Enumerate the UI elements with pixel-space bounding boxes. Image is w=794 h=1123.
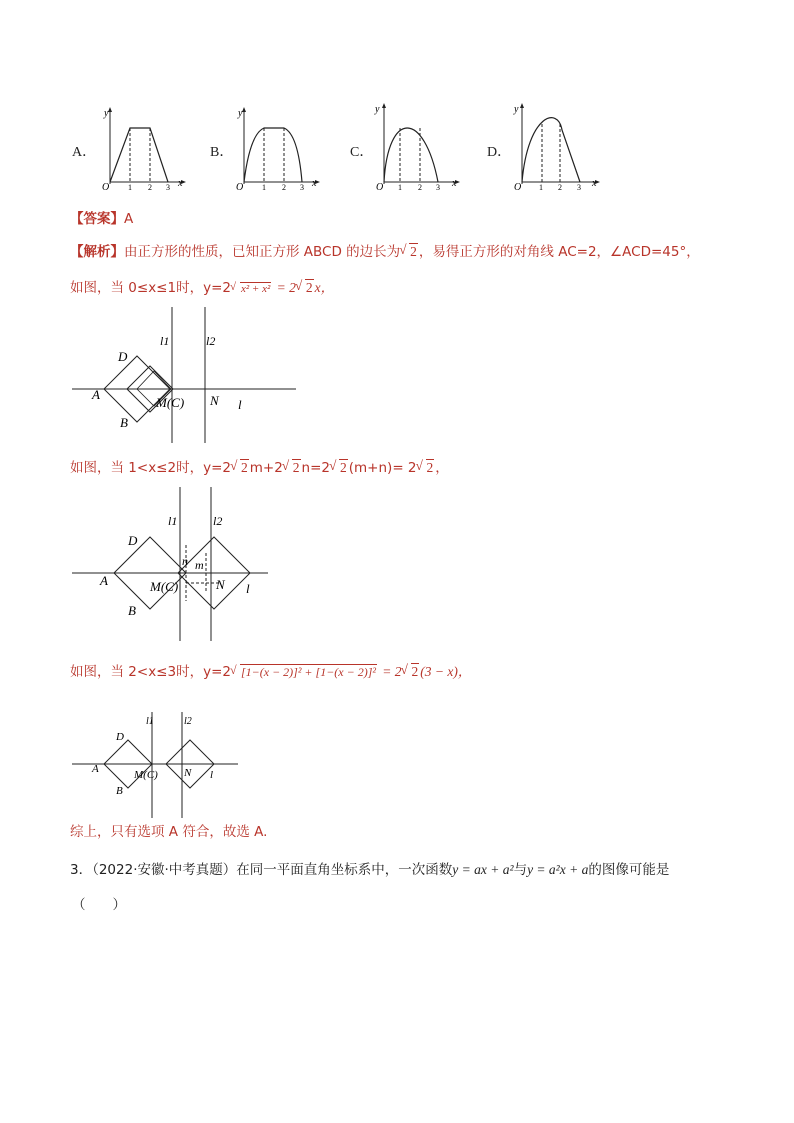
y-axis-label: y xyxy=(514,104,519,115)
tick-3: 3 xyxy=(300,183,304,190)
label-mc: M(C) xyxy=(150,579,179,594)
tick-2: 2 xyxy=(418,183,422,190)
question3-expr2: y = a²x + a xyxy=(527,862,589,877)
option-a-label: A． xyxy=(72,145,97,160)
option-b-graph xyxy=(232,104,322,190)
option-c-label: C． xyxy=(350,145,374,160)
label-l2: l2 xyxy=(184,716,192,727)
case2-mn: (m+n)= 2 xyxy=(348,460,417,476)
label-a: A xyxy=(100,573,108,588)
case2-line: 如图，当 1<x≤2时，y=2√ 2 m+2√ 2 n=2√ 2 (m+n)= 2√ 2 ， xyxy=(70,456,449,476)
label-l1: l1 xyxy=(168,514,178,528)
case3-prefix: 如图，当 2<x≤3时，y=2 xyxy=(70,664,231,680)
y-axis-label: y xyxy=(104,108,109,119)
case3-suffix: = 2 xyxy=(382,664,402,679)
tick-3: 3 xyxy=(577,183,581,190)
option-d-graph xyxy=(510,100,602,190)
x-axis-label: x xyxy=(178,178,183,189)
option-d-label: D． xyxy=(487,145,512,160)
option-b-label: B． xyxy=(210,145,234,160)
case2-end: ， xyxy=(435,460,449,476)
answer-value: A xyxy=(124,211,134,227)
curve-b xyxy=(244,128,302,182)
label-n-small: n xyxy=(182,554,188,568)
case3-radicand: [1−(x − 2)]² + [1−(x − 2)]² xyxy=(240,665,376,679)
curve-c xyxy=(384,128,438,182)
label-b: B xyxy=(120,415,128,430)
label-mc: M(C) xyxy=(156,395,185,410)
label-a: A xyxy=(92,387,100,402)
case1-line: 如图，当 0≤x≤1时，y=2√ x² + x² = 2√ 2 x， xyxy=(70,276,334,296)
curve-a xyxy=(110,128,168,182)
x-axis-label: x xyxy=(592,178,597,189)
label-l1: l1 xyxy=(160,334,170,348)
label-l: l xyxy=(238,397,242,412)
origin-label: O xyxy=(236,182,244,190)
label-l: l xyxy=(246,581,250,596)
tick-3: 3 xyxy=(166,183,170,190)
case1-radicand: x² + x² xyxy=(240,283,271,295)
case2-n: n=2 xyxy=(301,460,331,476)
conclusion-line: 综上，只有选项 A 符合，故选 A. xyxy=(70,824,268,840)
option-c-graph xyxy=(372,100,462,190)
case1-prefix: 如图，当 0≤x≤1时，y=2 xyxy=(70,280,231,296)
label-n: N xyxy=(210,393,219,408)
question3-text: 在同一平面直角坐标系中，一次函数 xyxy=(236,862,453,878)
label-a: A xyxy=(92,763,99,775)
question3-line xyxy=(70,858,669,878)
answer-bracket: 【答案】 xyxy=(70,211,124,227)
label-d: D xyxy=(128,533,138,548)
option-a-graph xyxy=(98,104,188,190)
origin-label: O xyxy=(514,182,522,190)
origin-label: O xyxy=(376,182,384,190)
question3-paren: （ ） xyxy=(72,897,126,913)
case3-line: 如图，当 2<x≤3时，y=2√ [1−(x − 2)]² + [1−(x − 2)]² = 2√ 2 (3 − x)， xyxy=(70,660,471,680)
question3-expr1: y = ax + a² xyxy=(452,862,514,877)
label-n: N xyxy=(184,767,192,779)
tick-1: 1 xyxy=(539,183,543,190)
label-n: N xyxy=(216,577,225,592)
question3-mid: 与 xyxy=(513,862,528,878)
case2-m: m+2 xyxy=(249,460,283,476)
analysis-text-1: 由正方形的性质，已知正方形 ABCD 的边长为 xyxy=(124,244,401,260)
curve-d xyxy=(522,118,580,182)
tick-2: 2 xyxy=(148,183,152,190)
figure-case3 xyxy=(70,710,240,820)
analysis-bracket: 【解析】 xyxy=(70,244,124,260)
question3-end: 的图像可能是 xyxy=(588,862,670,878)
label-l: l xyxy=(210,769,214,781)
label-b: B xyxy=(116,785,123,797)
analysis-line xyxy=(70,240,700,260)
figure-case2 xyxy=(70,485,270,645)
tick-1: 1 xyxy=(128,183,132,190)
label-d: D xyxy=(118,349,128,364)
analysis-text-2: ，易得正方形的对角线 AC=2，∠ACD=45°， xyxy=(418,244,700,260)
label-d: D xyxy=(116,731,124,743)
tick-1: 1 xyxy=(262,183,266,190)
figure-case1 xyxy=(70,305,300,445)
sqrt-2: √ 2 xyxy=(400,244,418,260)
case1-suffix2: x， xyxy=(314,280,335,295)
tick-1: 1 xyxy=(398,183,402,190)
tick-2: 2 xyxy=(282,183,286,190)
case3-suffix2: (3 − x)， xyxy=(420,664,472,679)
label-mc: M(C) xyxy=(134,769,158,781)
answer-line xyxy=(70,207,133,227)
origin-label: O xyxy=(102,182,110,190)
label-l1: l1 xyxy=(146,716,154,727)
label-m-small: m xyxy=(195,558,204,572)
tick-3: 3 xyxy=(436,183,440,190)
case1-suffix: = 2 xyxy=(276,280,296,295)
label-b: B xyxy=(128,603,136,618)
x-axis-label: x xyxy=(452,178,457,189)
label-l2: l2 xyxy=(213,514,223,528)
tick-2: 2 xyxy=(558,183,562,190)
label-l2: l2 xyxy=(206,334,216,348)
x-axis-label: x xyxy=(312,178,317,189)
question3-number: 3． xyxy=(70,862,93,878)
question3-source: （2022·安徽·中考真题） xyxy=(92,862,237,878)
y-axis-label: y xyxy=(238,108,243,119)
y-axis-label: y xyxy=(375,104,380,115)
case2-prefix: 如图，当 1<x≤2时，y=2 xyxy=(70,460,231,476)
